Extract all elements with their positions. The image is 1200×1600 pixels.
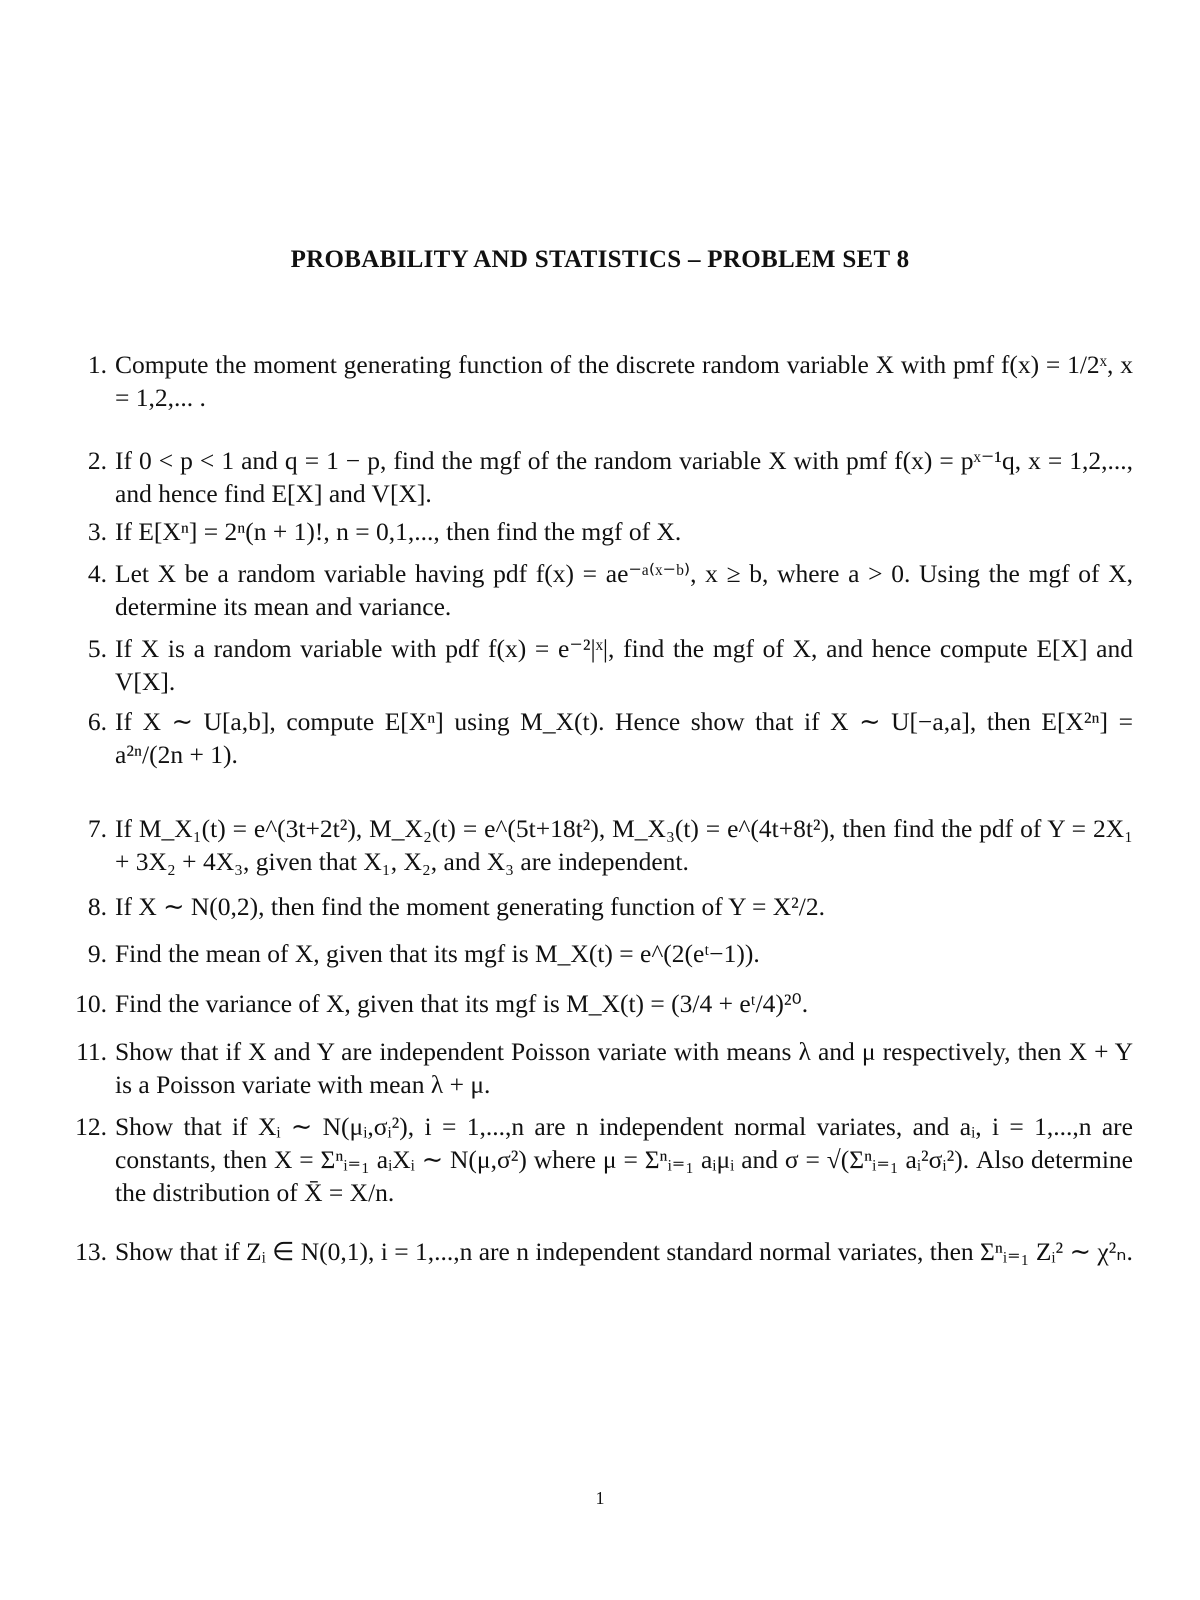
page-number: 1 (595, 1488, 605, 1508)
problem-text: If M_X₁(t) = e^(3t+2t²), M_X₂(t) = e^(5t+18t²), M_X₃(t) = e^(4t+8t²), then find the pdf of Y = 2X₁ + 3X₂ + 4X₃, given that X₁, X₂, and X₃ are independent. (115, 814, 1133, 876)
problem-text: Find the variance of X, given that its mgf is M_X(t) = (3/4 + eᵗ/4)²⁰. (115, 989, 809, 1018)
problem-item (87, 515, 1133, 548)
problem-number: 8. (87, 892, 107, 921)
problem-item (75, 1110, 1133, 1209)
problem-text: If E[Xⁿ] = 2ⁿ(n + 1)!, n = 0,1,..., then find the mgf of X. (115, 517, 682, 546)
problem-item (75, 1235, 1133, 1268)
problem-text: If X ∼ U[a,b], compute E[Xⁿ] using M_X(t). Hence show that if X ∼ U[−a,a], then E[X²ⁿ] = a²ⁿ/(2n + 1). (115, 707, 1133, 769)
problem-number: 4. (87, 559, 107, 588)
problem-text: Show that if Zᵢ ∈ N(0,1), i = 1,...,n are n independent standard normal variates, then Σⁿᵢ₌₁ Zᵢ² ∼ χ²ₙ. (115, 1237, 1133, 1266)
problem-text: Let X be a random variable having pdf f(x) = ae⁻ᵃ⁽ˣ⁻ᵇ⁾, x ≥ b, where a > 0. Using the mgf of X, determine its mean and variance. (115, 559, 1133, 621)
problem-item (87, 812, 1133, 878)
problem-text: Show that if Xᵢ ∼ N(μᵢ,σᵢ²), i = 1,...,n are n independent normal variates, and aᵢ, i = 1,...,n are constants, then X = Σⁿᵢ₌₁ aᵢXᵢ ∼ N(μ,σ²) where μ = Σⁿᵢ₌₁ aᵢμᵢ and σ = √(Σⁿᵢ₌₁ aᵢ²σᵢ²). Also determine the distribution of X̄ = X/n. (115, 1112, 1133, 1207)
problem-number: 1. (87, 350, 107, 379)
problem-text: Compute the moment generating function of the discrete random variable X with pmf f(x) = 1/2ˣ, x = 1,2,... . (115, 350, 1133, 412)
problem-item (87, 348, 1133, 414)
problem-text: If X is a random variable with pdf f(x) = e⁻²|ˣ|, find the mgf of X, and hence compute E[X] and V[X]. (115, 634, 1133, 696)
problem-number: 10. (75, 989, 107, 1018)
problem-number: 9. (87, 939, 107, 968)
problem-text: Find the mean of X, given that its mgf is M_X(t) = e^(2(eᵗ−1)). (115, 939, 760, 968)
page-title: PROBABILITY AND STATISTICS – PROBLEM SET 8 (290, 246, 910, 273)
problem-number: 13. (75, 1237, 107, 1266)
problem-number: 2. (87, 446, 107, 475)
problem-item (87, 937, 1133, 970)
problem-item (75, 987, 1133, 1020)
problem-number: 6. (87, 707, 107, 736)
problem-item (76, 1035, 1133, 1101)
problem-number: 11. (76, 1037, 107, 1066)
problem-item (87, 705, 1133, 771)
problem-text: If X ∼ N(0,2), then find the moment generating function of Y = X²/2. (115, 892, 826, 921)
problem-text: If 0 < p < 1 and q = 1 − p, find the mgf of the random variable X with pmf f(x) = pˣ⁻¹q, x = 1,2,..., and hence find E[X] and V[X]. (115, 446, 1133, 508)
problem-item (87, 557, 1133, 623)
problem-item (87, 632, 1133, 698)
problem-number: 3. (87, 517, 107, 546)
problem-text: Show that if X and Y are independent Poisson variate with means λ and μ respectively, then X + Y is a Poisson variate with mean λ + μ. (115, 1037, 1133, 1099)
problem-item (87, 890, 1133, 923)
problem-item (87, 444, 1133, 510)
problem-number: 5. (87, 634, 107, 663)
problem-number: 12. (75, 1112, 107, 1141)
problem-number: 7. (87, 814, 107, 843)
